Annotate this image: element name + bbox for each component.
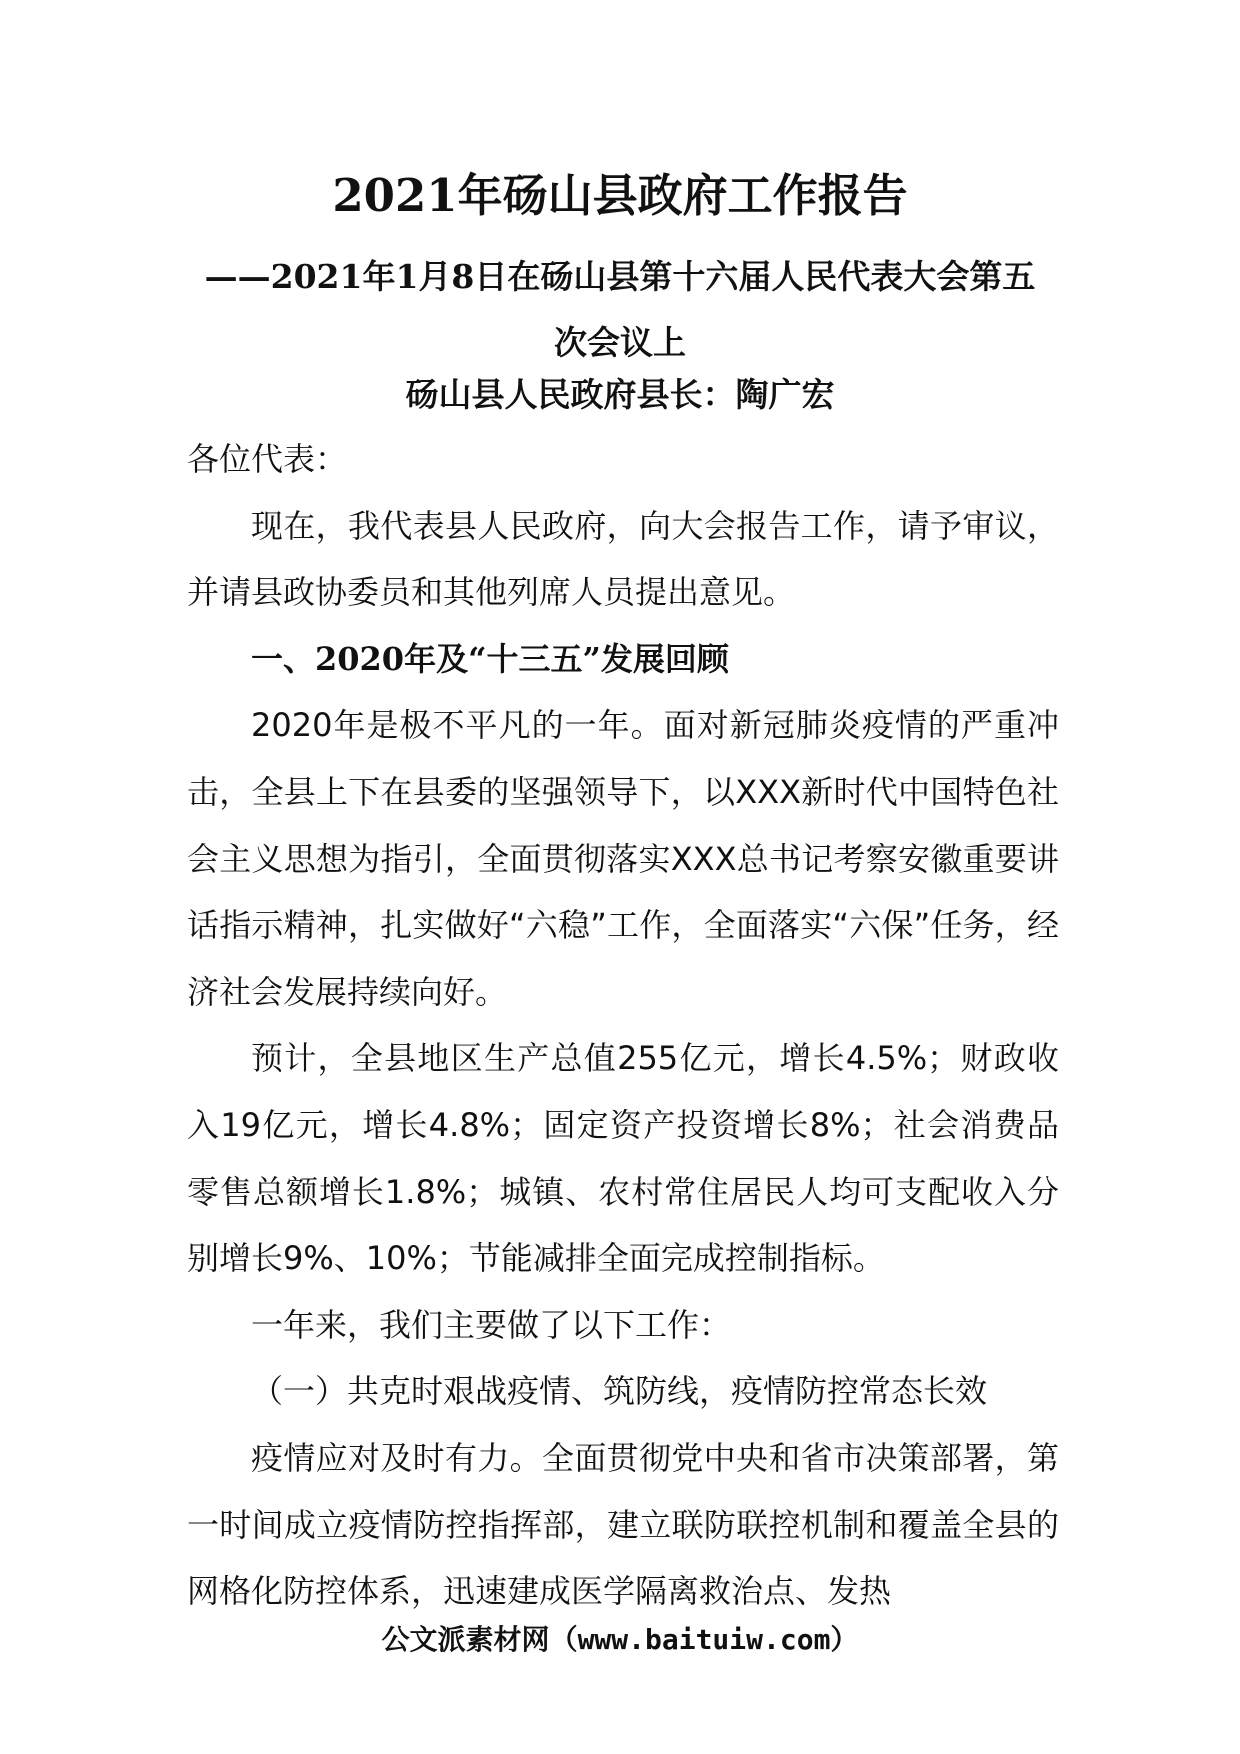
document-body [187,426,1059,1625]
salutation: 各位代表： [187,440,348,478]
paragraph: 预计，全县地区生产总值255亿元，增长4.5%；财政收入19亿元，增长4.8%；固定资产投资增长8%；社会消费品零售总额增长1.8%；城镇、农村常住居民人均可支配收入分别增长9%、10%；节能减排全面完成控制指标。 [187,1039,1059,1278]
footer-watermark [0,1620,1240,1660]
paragraph: 疫情应对及时有力。全面贯彻党中央和省市决策部署，第一时间成立疫情防控指挥部，建立联防联控机制和覆盖全县的网格化防控体系，迅速建成医学隔离救治点、发热 [187,1438,1059,1611]
document-title: 2021年砀山县政府工作报告 [332,169,908,222]
section-heading: 一、2020年及“十三五”发展回顾 [251,639,729,678]
document-subtitle: ——2021年1月8日在砀山县第十六届人民代表大会第五次会议上 [204,257,1036,362]
document-author: 砀山县人民政府县长：陶广宏 [405,375,835,414]
subsection-heading: （一）共克时艰战疫情、筑防线，疫情防控常态长效 [251,1372,988,1411]
footer-site-name: 公文派素材网 [381,1623,550,1656]
paragraph: 2020年是极不平凡的一年。面对新冠肺炎疫情的严重冲击，全县上下在县委的坚强领导下，以XXX新时代中国特色社会主义思想为指引，全面贯彻落实XXX总书记考察安徽重要讲话指示精神，扎实做好“六稳”工作，全面落实“六保”任务，经济社会发展持续向好。 [187,706,1059,1011]
paragraph: 一年来，我们主要做了以下工作： [251,1305,732,1344]
footer-site-url: （www.baituiw.com） [549,1623,859,1656]
paragraph-intro: 现在，我代表县人民政府，向大会报告工作，请予审议，并请县政协委员和其他列席人员提出意见。 [187,506,1059,612]
